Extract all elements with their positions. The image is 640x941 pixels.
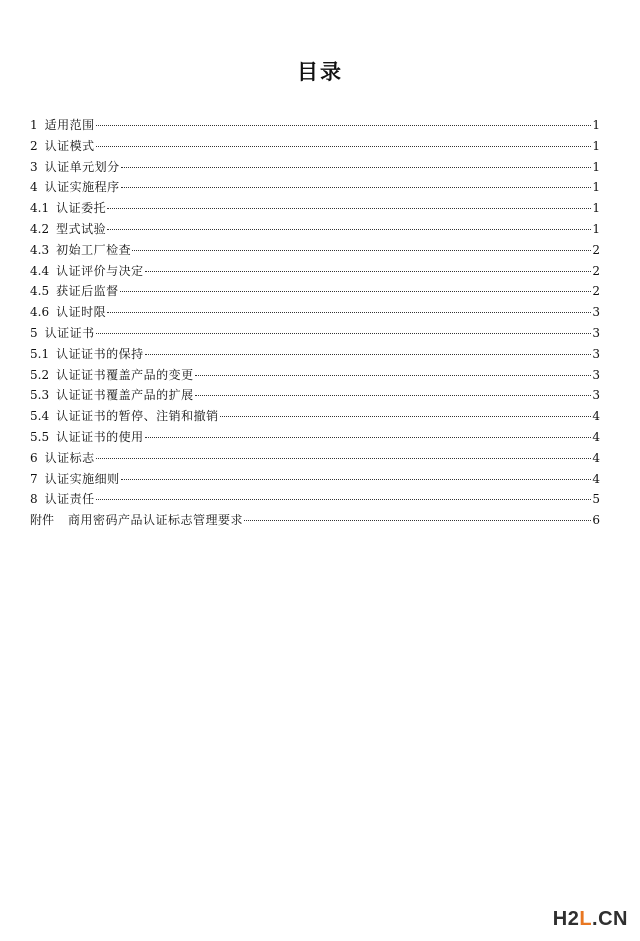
toc-entry-page: 4 — [592, 471, 600, 486]
toc-entry[interactable] — [30, 240, 600, 261]
toc-leader-dots — [121, 479, 592, 480]
toc-leader-dots — [107, 229, 591, 230]
toc-entry-number: 5.5 — [30, 429, 50, 444]
toc-entry-label: 认证模式 — [44, 138, 95, 153]
toc-entry-label: 初始工厂检查 — [56, 242, 132, 257]
toc-entry-page: 1 — [592, 138, 600, 153]
toc-leader-dots — [96, 146, 592, 147]
toc-entry[interactable] — [30, 427, 600, 448]
toc-entry-page: 4 — [592, 429, 600, 444]
toc-leader-dots — [107, 208, 591, 209]
toc-entry[interactable] — [30, 469, 600, 490]
toc-entry-label: 认证时限 — [56, 305, 107, 320]
toc-leader-dots — [96, 333, 592, 334]
toc-leader-dots — [96, 125, 592, 126]
toc-leader-dots — [145, 354, 592, 355]
toc-entry[interactable] — [30, 489, 600, 510]
toc-entry-number: 5.2 — [30, 367, 50, 382]
toc-entry-number: 5 — [30, 325, 38, 340]
toc-entry[interactable] — [30, 177, 600, 198]
toc-entry-label: 认证证书覆盖产品的扩展 — [56, 388, 194, 403]
toc-entry-label: 适用范围 — [44, 118, 95, 132]
toc-entry[interactable] — [30, 219, 600, 240]
toc-leader-dots — [121, 187, 592, 188]
toc-entry-label: 商用密码产品认证标志管理要求 — [68, 513, 244, 528]
toc-entry-label: 获证后监督 — [56, 284, 119, 299]
toc-leader-dots — [145, 437, 592, 438]
toc-entry-label: 认证实施程序 — [44, 180, 120, 195]
watermark-part-3: .CN — [592, 908, 628, 930]
toc-entry-number: 5.1 — [30, 346, 50, 361]
toc-entry-label: 认证证书的保持 — [56, 346, 144, 361]
toc-entry-label: 型式试验 — [56, 221, 107, 236]
toc-entry-number: 5.4 — [30, 409, 50, 424]
toc-entry-label: 认证标志 — [44, 450, 95, 465]
toc-entry-page: 3 — [592, 346, 600, 361]
toc-entry-page: 2 — [592, 284, 600, 299]
toc-entry-number: 4.3 — [30, 242, 50, 257]
toc-entry-page: 1 — [592, 221, 600, 236]
toc-entry-number: 4.1 — [30, 201, 50, 216]
toc-entry[interactable] — [30, 365, 600, 386]
toc-entry[interactable] — [30, 323, 600, 344]
toc-entry-number: 4.2 — [30, 221, 50, 236]
toc-entry-page: 3 — [592, 305, 600, 320]
toc-entry-page: 4 — [592, 450, 600, 465]
toc-leader-dots — [195, 375, 592, 376]
toc-leader-dots — [121, 167, 592, 168]
toc-entry[interactable] — [30, 157, 600, 178]
toc-entry-label: 认证证书的暂停、注销和撤销 — [56, 409, 219, 424]
toc-entry-number: 4.6 — [30, 305, 50, 320]
toc-leader-dots — [145, 271, 592, 272]
toc-entry-number: 7 — [30, 471, 38, 486]
toc-entry-page: 3 — [592, 367, 600, 382]
table-of-contents — [30, 115, 600, 531]
toc-entry-label: 认证评价与决定 — [56, 263, 144, 278]
toc-entry[interactable] — [30, 448, 600, 469]
toc-leader-dots — [107, 312, 591, 313]
toc-leader-dots — [195, 395, 592, 396]
toc-entry-label: 认证单元划分 — [44, 159, 120, 174]
toc-entry-label: 认证证书 — [44, 325, 95, 340]
toc-entry-number: 1 — [30, 118, 38, 132]
toc-entry-page: 2 — [592, 263, 600, 278]
toc-entry[interactable] — [30, 385, 600, 406]
toc-entry-label: 认证责任 — [44, 492, 95, 507]
toc-entry-number: 5.3 — [30, 388, 50, 403]
toc-entry-label: 认证证书的使用 — [56, 429, 144, 444]
toc-entry[interactable] — [30, 406, 600, 427]
toc-entry-page: 6 — [592, 513, 600, 528]
toc-entry-page: 1 — [592, 118, 600, 132]
toc-entry-number: 3 — [30, 159, 38, 174]
toc-entry-page: 1 — [592, 159, 600, 174]
toc-entry-page: 3 — [592, 388, 600, 403]
toc-entry-page: 5 — [592, 492, 600, 507]
toc-leader-dots — [96, 458, 592, 459]
toc-entry-number: 6 — [30, 450, 38, 465]
site-watermark — [553, 908, 628, 931]
toc-entry[interactable] — [30, 198, 600, 219]
toc-entry[interactable] — [30, 344, 600, 365]
toc-entry-page: 1 — [592, 201, 600, 216]
toc-entry-page: 3 — [592, 325, 600, 340]
toc-entry-number: 4.5 — [30, 284, 50, 299]
toc-leader-dots — [96, 499, 592, 500]
toc-entry[interactable] — [30, 136, 600, 157]
toc-entry-page: 4 — [592, 409, 600, 424]
page-title: 目录 — [297, 59, 343, 84]
toc-entry-page: 1 — [592, 180, 600, 195]
toc-leader-dots — [220, 416, 592, 417]
toc-entry-number: 4 — [30, 180, 38, 195]
toc-entry-label: 认证证书覆盖产品的变更 — [56, 367, 194, 382]
toc-entry-number: 2 — [30, 138, 38, 153]
toc-entry[interactable] — [30, 281, 600, 302]
toc-entry-label: 认证实施细则 — [44, 471, 120, 486]
toc-entry-number: 附件 — [30, 513, 55, 528]
toc-entry-number: 4.4 — [30, 263, 50, 278]
watermark-part-1: H2 — [552, 908, 580, 930]
toc-entry-number: 8 — [30, 492, 38, 507]
toc-leader-dots — [120, 291, 592, 292]
watermark-part-2: L — [579, 908, 593, 930]
toc-entry[interactable] — [30, 261, 600, 282]
toc-entry-page: 2 — [592, 242, 600, 257]
toc-entry-label: 认证委托 — [56, 201, 107, 216]
toc-leader-dots — [132, 250, 591, 251]
toc-entry[interactable] — [30, 302, 600, 323]
toc-entry[interactable] — [30, 115, 600, 136]
toc-entry[interactable] — [30, 510, 600, 531]
toc-leader-dots — [244, 520, 591, 521]
